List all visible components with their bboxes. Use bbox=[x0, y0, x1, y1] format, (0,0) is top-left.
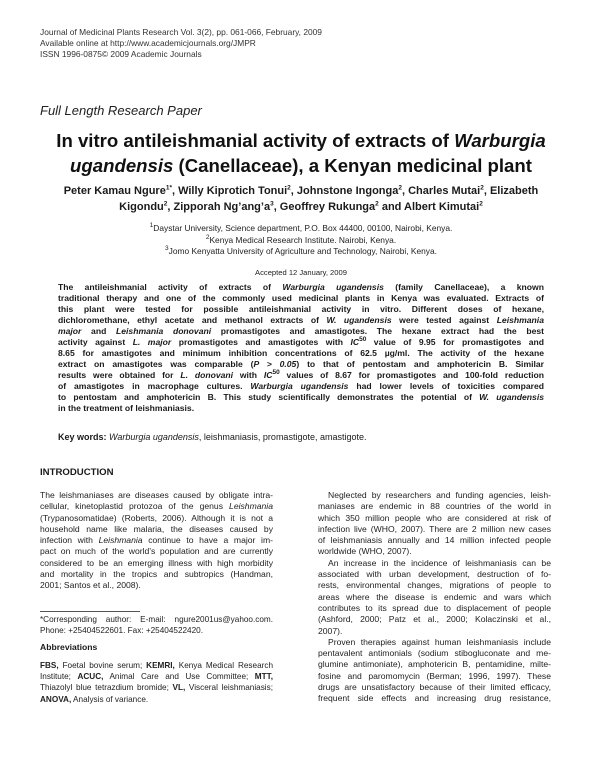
body-line: of leishmaniasis annually and 14 million infected people bbox=[318, 535, 551, 546]
body-line: frequent side effects and increasing drug resistance, bbox=[318, 693, 551, 704]
body-line: maniases are endemic in 88 countries of the world in bbox=[318, 501, 551, 512]
paper-title bbox=[40, 128, 562, 178]
abstract bbox=[58, 282, 544, 414]
abstract-line: extract on amastigotes was comparable (P > 0.05) to that of pentostam and amphotericin B. Similar bbox=[58, 359, 544, 369]
body-line: which 350 million people who are considered at risk of bbox=[318, 512, 551, 523]
body-line: pact on much of the world’s population and are currently bbox=[40, 546, 273, 557]
abbrev-line: FBS, Foetal bovine serum; KEMRI, Kenya Medical Research bbox=[40, 661, 273, 670]
keywords-label: Key words: bbox=[58, 432, 107, 442]
footnote-email: *Corresponding author: E-mail: ngure2001us@yahoo.com. bbox=[40, 615, 273, 624]
abbreviations-list bbox=[40, 660, 273, 705]
section-heading-introduction: INTRODUCTION bbox=[40, 467, 114, 478]
paper-type: Full Length Research Paper bbox=[40, 103, 202, 118]
body-line: cellular, kinetoplastid protozoa of the genus Leishmania bbox=[40, 501, 273, 512]
body-line: The leishmaniases are diseases caused by obligate intra- bbox=[40, 490, 273, 500]
body-line: 2007). bbox=[318, 625, 343, 636]
abbrev-line: Thiazolyl blue tetrazdium bromide; VL, Visceral leishmaniasis; bbox=[40, 683, 273, 693]
affiliation-3: $^3$Jomo Kenyatta University of Agriculture and Technology, Nairobi, Kenya. bbox=[165, 245, 437, 256]
abstract-line: major and Leishmania donovani promastigotes and amastigotes. The hexane extract had the best bbox=[58, 326, 544, 336]
abstract-line: in the treatment of leishmaniasis. bbox=[58, 403, 195, 413]
body-line: Neglected by researchers and funding agencies, leish- bbox=[328, 490, 551, 500]
title-line-2: ugandensis (Canellaceae), a Kenyan medicinal plant bbox=[70, 155, 532, 176]
abstract-line: to pentostam and amphotericin B. This study scientifically demonstrates the potential of W. ugandensis bbox=[58, 392, 544, 402]
body-line: household name like malaria, the diseases caused by bbox=[40, 523, 273, 534]
author-line-2: Kigondu$^2$, Zipporah $Ng’ang’a^3$, Geoffrey Rukunga$^2$ and Albert Kimutai$^2$ bbox=[119, 200, 483, 213]
right-column bbox=[318, 490, 551, 705]
journal-online-url: Available online at http://www.academicjournals.org/JMPR bbox=[40, 38, 256, 48]
author-list bbox=[40, 183, 562, 215]
abbrev-line: ANOVA, Analysis of variance. bbox=[40, 694, 149, 704]
keywords-italic: Warburgia ugandensis bbox=[106, 432, 199, 442]
body-line: Proven therapies against human leishmaniasis include bbox=[328, 636, 551, 647]
abstract-line: activity against L. major promastigotes and amastigotes with IC$^{50}$ value of 9.95 for promastigotes and bbox=[58, 336, 544, 347]
body-line: 2001; Santos et al., 2008). bbox=[40, 580, 141, 591]
affiliation-1: $^1$Daystar University, Science department, P.O. Box 44400, 00100, Nairobi, Kenya. bbox=[149, 222, 453, 233]
footnote-divider bbox=[40, 611, 140, 612]
abstract-line: results were obtained for L. donovani with IC$^{50}$ values of 8.67 for promastigotes and 100-fold reduction bbox=[58, 369, 544, 380]
footnote-phone: Phone: +25404522601. Fax: +25404522420. bbox=[40, 626, 203, 635]
body-line: rests, environmental changes, migrations of people to bbox=[318, 580, 551, 591]
abstract-line: this plant were tested for possible antileishmanial activity in vitro. Different doses of hexane, bbox=[58, 304, 544, 314]
accepted-date: Accepted 12 January, 2009 bbox=[255, 268, 347, 277]
left-column bbox=[40, 490, 273, 592]
corresponding-author-footnote bbox=[40, 614, 273, 636]
body-line: worldwide (WHO, 2007). bbox=[318, 546, 412, 557]
body-line: areas where the disease is endemic and wars which bbox=[318, 591, 551, 602]
abstract-line: The antileishmanial activity of extracts of Warburgia ugandensis (family Canellaceae), a known bbox=[58, 282, 544, 292]
body-line: (Ashford, 2000; Patz et al., 2000; Kolaczinski et al., bbox=[318, 614, 551, 625]
abstract-line: traditional therapy and one of the commonly used medicinal plants in Kenya was evaluated. Extracts of bbox=[58, 293, 544, 303]
body-line: pentavalent antimonials (sodium stibogluconate and me- bbox=[318, 648, 551, 659]
journal-header bbox=[40, 27, 322, 60]
journal-citation: Journal of Medicinal Plants Research Vol. 3(2), pp. 061-066, February, 2009 bbox=[40, 27, 322, 37]
keywords bbox=[58, 432, 366, 442]
abstract-line: 8.65 for amastigotes and minimum inhibition concentrations of 62.5 µg/ml. The activity of the hexane bbox=[58, 348, 544, 358]
abstract-line: dichloromethane, ethyl acetate and methanol extracts of W. ugandensis were tested against Leishmania bbox=[58, 315, 544, 325]
body-line: contributes to its spread due to displacement of people bbox=[318, 602, 551, 613]
abstract-line: of amastigotes in macrophage cultures. Warburgia ugandensis had lower levels of toxicities compared bbox=[58, 381, 544, 391]
body-line: and mortality in the tropics and subtropics (Handman, bbox=[40, 569, 273, 580]
body-line: infection with Leishmania continue to have a major im- bbox=[40, 535, 273, 546]
body-line: drugs are unsatisfactory because of their limited efficacy, bbox=[318, 682, 551, 693]
affiliation-2: $^2$Kenya Medical Research Institute. Nairobi, Kenya. bbox=[205, 233, 397, 245]
body-line: considered to be an emerging illness with high morbidity bbox=[40, 557, 273, 568]
affiliations bbox=[40, 223, 562, 258]
keywords-rest: , leishmaniasis, promastigote, amastigote. bbox=[198, 432, 367, 442]
body-line: (Trypanosomatidae) (Roberts, 2006). Although it is not a bbox=[40, 512, 273, 523]
body-line: associated with urban development, destruction of fo- bbox=[318, 569, 551, 580]
title-line-1: In vitro antileishmanial activity of extracts of Warburgia bbox=[56, 130, 546, 151]
body-line: fosine and paromomycin (Berman; 1996, 1997). These bbox=[318, 670, 551, 681]
author-line-1: Peter Kamau Ngure$^{1*}$, Willy Kiprotich Tonui$^2$, Johnstone Ingonga$^2$, Charles Mutai$^2$, Elizabeth bbox=[63, 184, 539, 197]
journal-issn: ISSN 1996-0875© 2009 Academic Journals bbox=[40, 49, 202, 59]
body-line: infection live (WHO, 2007). There are 2 million new cases bbox=[318, 523, 551, 534]
body-line: An increase in the incidence of leishmaniasis can be bbox=[328, 557, 551, 568]
abbreviations-heading: Abbreviations bbox=[40, 642, 98, 652]
body-line: glumine antimoniate), amphotericin B, pentamidine, milte- bbox=[318, 659, 551, 670]
abbrev-line: Institute; ACUC, Animal Care and Use Committee; MTT, bbox=[40, 672, 273, 682]
